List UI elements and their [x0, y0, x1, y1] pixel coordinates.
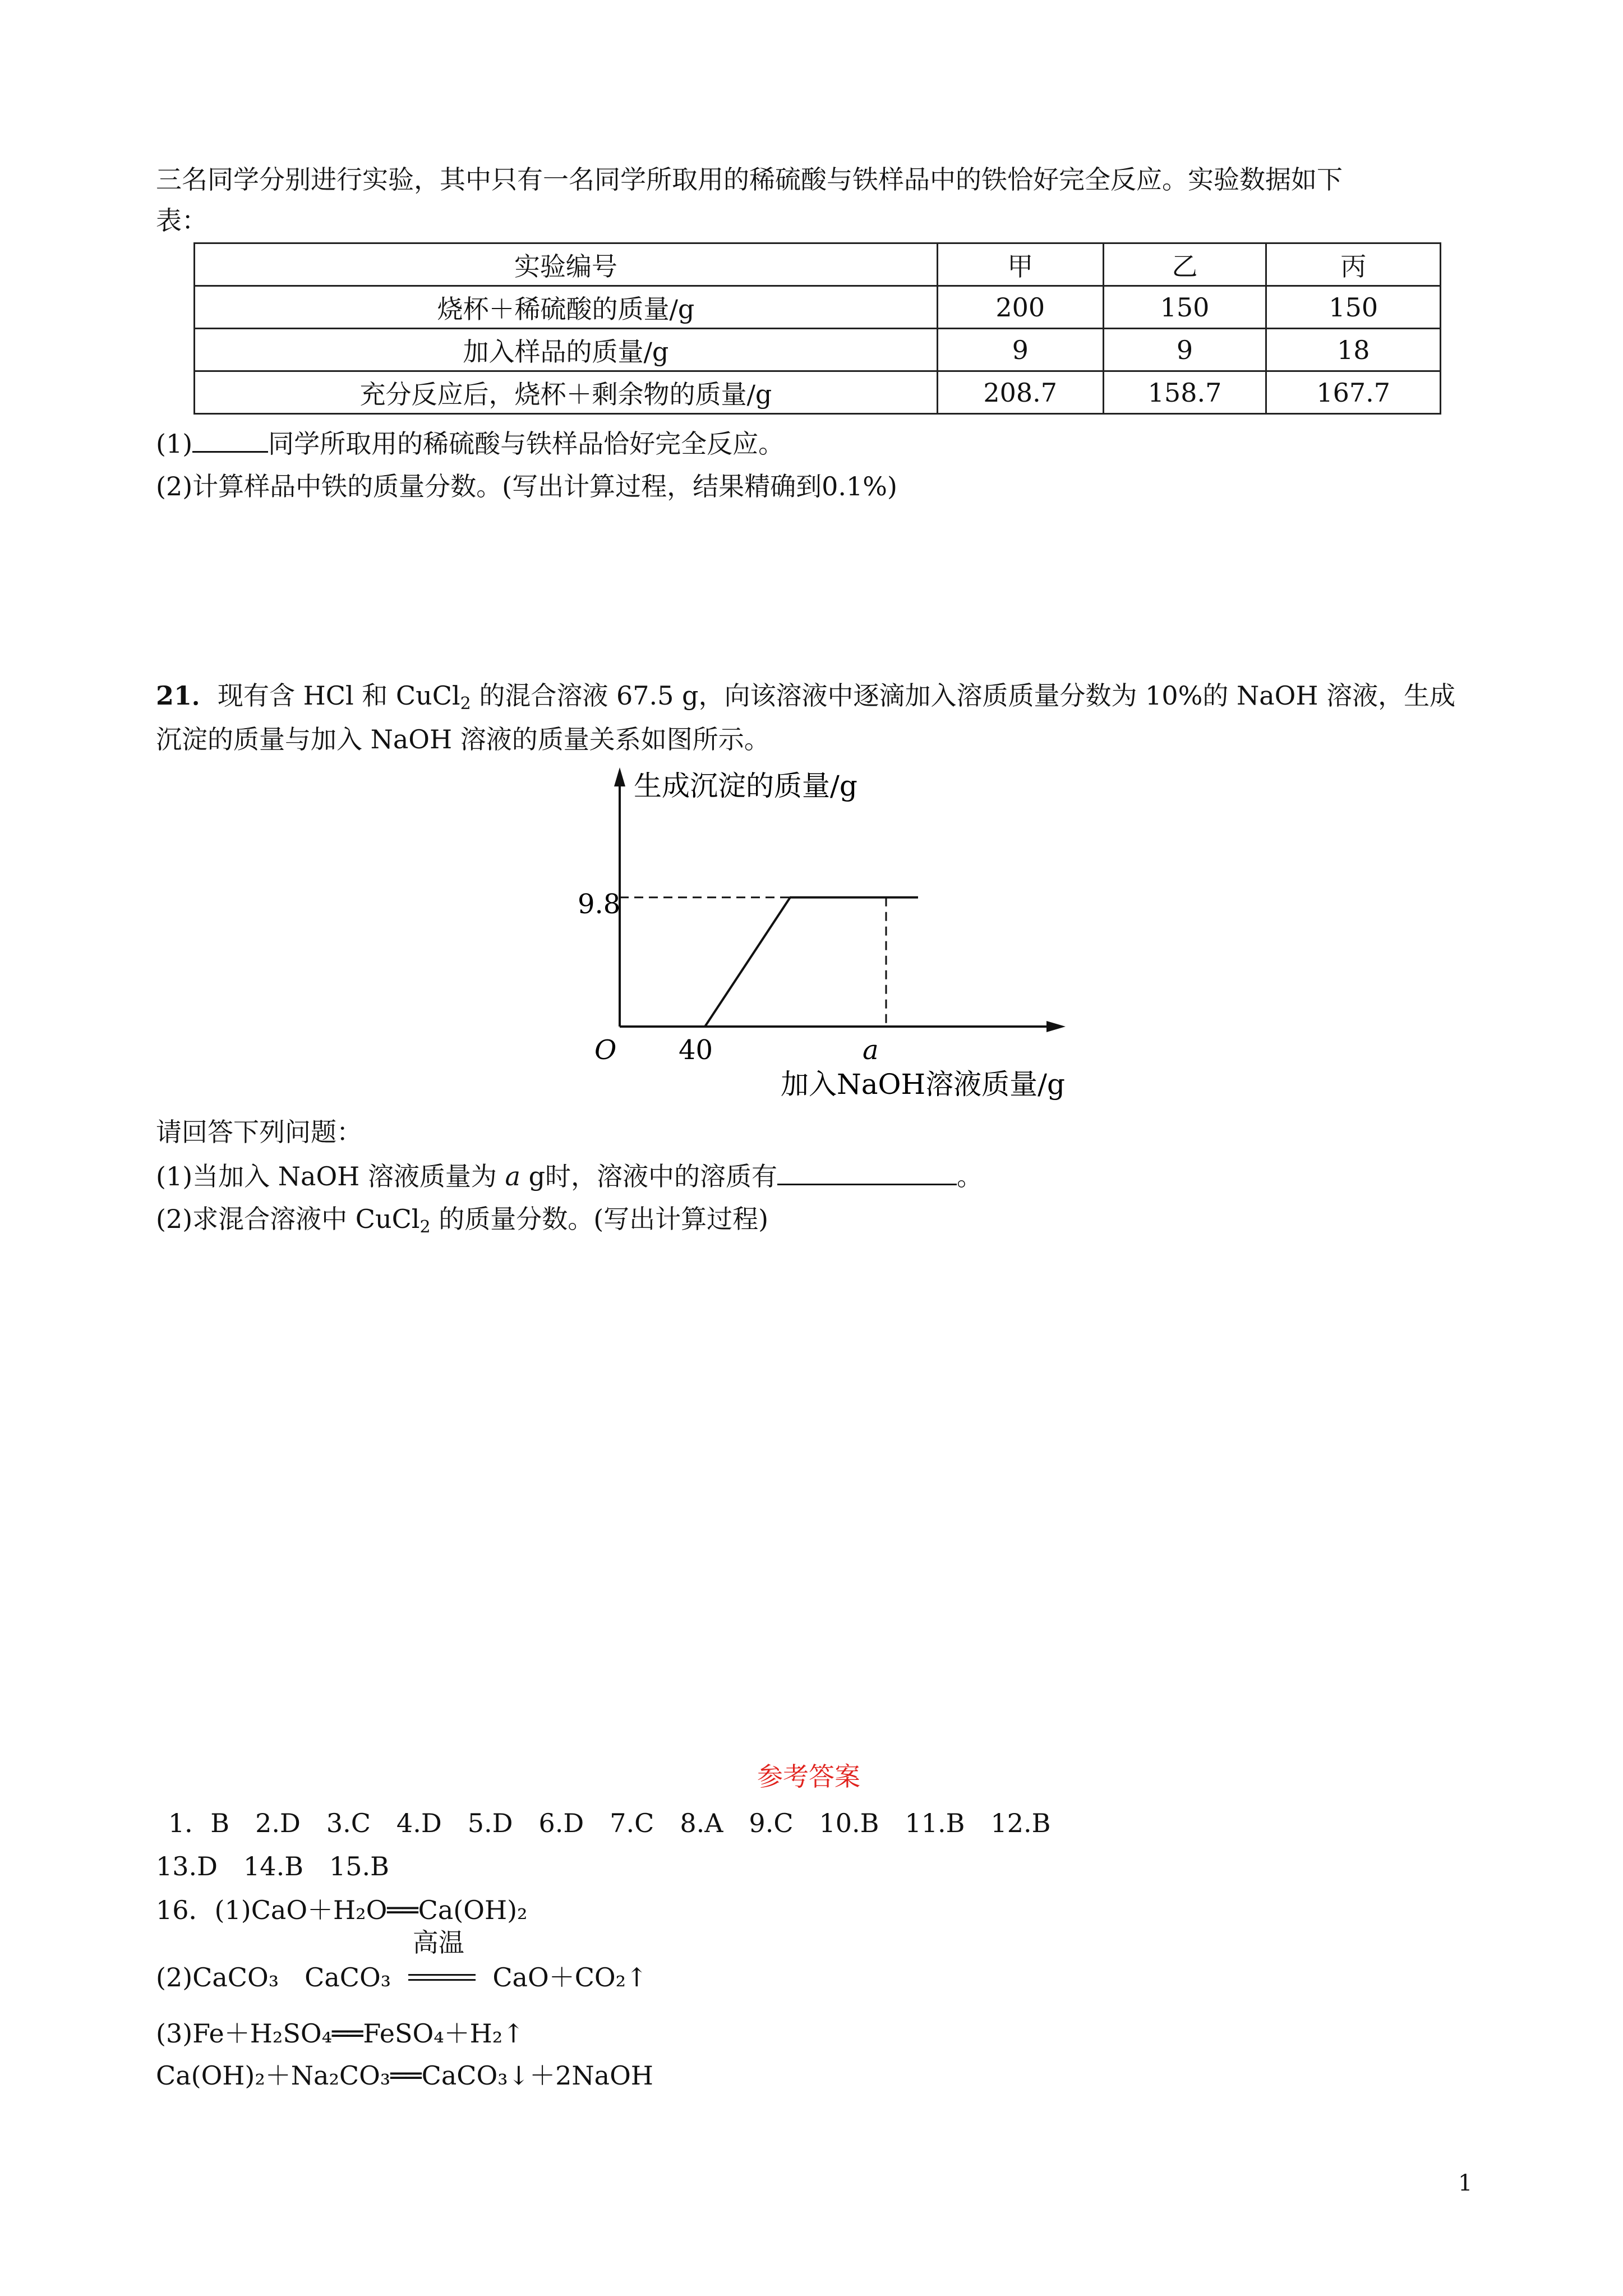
q21-ask: 请回答下列问题： — [156, 1117, 362, 1147]
q21-sub2-sub: 2 — [419, 1217, 431, 1237]
table-cell: 烧杯＋稀硫酸的质量/g — [195, 286, 938, 329]
table-header-cell: 乙 — [1103, 243, 1266, 286]
q20-intro-line1: 三名同学分别进行实验，其中只有一名同学所取用的稀硫酸与铁样品中的铁恰好完全反应。实验数据如下 — [156, 164, 1343, 195]
condition-label: 高温 — [412, 1927, 464, 1958]
q21-sub1 — [156, 1159, 983, 1193]
table-cell: 150 — [1266, 286, 1441, 329]
table-header-row — [195, 243, 1441, 286]
q21-sub1-var: a — [505, 1161, 520, 1191]
table-cell: 150 — [1103, 286, 1266, 329]
q21-sub1-end: 。 — [957, 1161, 983, 1191]
q20-sub1-prefix: (1) — [156, 429, 193, 459]
reaction-condition — [408, 1927, 476, 1994]
q21-number: 21． — [156, 680, 218, 711]
y-tick-label: 9.8 — [578, 889, 621, 920]
y-axis-label: 生成沉淀的质量/g — [634, 770, 857, 802]
origin-label: O — [594, 1034, 617, 1066]
x-axis-arrow — [1046, 1021, 1066, 1032]
x-tick-label: a — [863, 1034, 879, 1066]
q21-sub2-a: (2)求混合溶液中 CuCl — [156, 1204, 420, 1234]
q21-line2: 沉淀的质量与加入 NaOH 溶液的质量关系如图所示。 — [156, 724, 770, 754]
q21-line1 — [156, 679, 1455, 712]
equals-line-bottom — [408, 1979, 476, 1981]
answer-blank[interactable] — [777, 1159, 957, 1185]
q21-sub1-a: (1)当加入 NaOH 溶液质量为 — [156, 1161, 505, 1191]
y-axis-arrow — [614, 767, 625, 786]
table-header-cell: 丙 — [1266, 243, 1441, 286]
table-cell: 167.7 — [1266, 371, 1441, 414]
answer-16-1: 16．(1)CaO＋H₂O══Ca(OH)₂ — [156, 1895, 528, 1925]
table-cell: 9 — [1103, 329, 1266, 371]
q21-line1-a: 现有含 HCl 和 CuCl — [218, 680, 460, 711]
q20-sub2: (2)计算样品中铁的质量分数。(写出计算过程，结果精确到0.1%) — [156, 471, 897, 501]
table-cell: 200 — [937, 286, 1103, 329]
answer-16-2-b: CaO＋CO₂↑ — [492, 1962, 648, 1993]
table-cell: 9 — [937, 329, 1103, 371]
answer-16-2 — [156, 1927, 648, 1994]
q21-sub2 — [156, 1202, 768, 1236]
answer-16-3: (3)Fe＋H₂SO₄══FeSO₄＋H₂↑ — [156, 2018, 524, 2049]
series-line — [620, 898, 918, 1027]
table-row — [195, 371, 1441, 414]
table-header-cell: 实验编号 — [195, 243, 938, 286]
answers-line2: 13.D 14.B 15.B — [156, 1851, 389, 1881]
q21-sub2-b: 的质量分数。(写出计算过程) — [430, 1204, 769, 1234]
table-row — [195, 286, 1441, 329]
table-cell: 加入样品的质量/g — [195, 329, 938, 371]
q20-intro-line2: 表： — [156, 205, 208, 236]
page-number: 1 — [1458, 2170, 1473, 2196]
x-axis-label: 加入NaOH溶液质量/g — [781, 1068, 1066, 1101]
q21-line1-sub: 2 — [460, 694, 471, 714]
table-cell: 208.7 — [937, 371, 1103, 414]
answers-title: 参考答案 — [757, 1761, 860, 1792]
precipitate-chart — [561, 763, 1094, 1111]
answer-16-2-a: (2)CaCO₃ CaCO₃ — [156, 1962, 391, 1993]
answer-16-4: Ca(OH)₂＋Na₂CO₃══CaCO₃↓＋2NaOH — [156, 2060, 653, 2091]
q21-sub1-b: g时，溶液中的溶质有 — [520, 1161, 778, 1191]
answers-line1: 1．B 2.D 3.C 4.D 5.D 6.D 7.C 8.A 9.C 10.B 11.B 12.B — [168, 1808, 1051, 1838]
answer-blank[interactable] — [192, 426, 268, 453]
q21-line1-b: 的混合溶液 67.5 g，向该溶液中逐滴加入溶质质量分数为 10%的 NaOH 溶液，生成 — [471, 680, 1456, 711]
q20-sub1-suffix: 同学所取用的稀硫酸与铁样品恰好完全反应。 — [268, 429, 785, 459]
table-header-cell: 甲 — [937, 243, 1103, 286]
table-row — [195, 329, 1441, 371]
q20-sub1 — [156, 426, 784, 461]
q20-data-table — [193, 242, 1441, 415]
table-cell: 充分反应后，烧杯＋剩余物的质量/g — [195, 371, 938, 414]
equals-line-top — [408, 1974, 476, 1976]
table-cell: 18 — [1266, 329, 1441, 371]
table-cell: 158.7 — [1103, 371, 1266, 414]
x-tick-label: 40 — [679, 1034, 713, 1066]
